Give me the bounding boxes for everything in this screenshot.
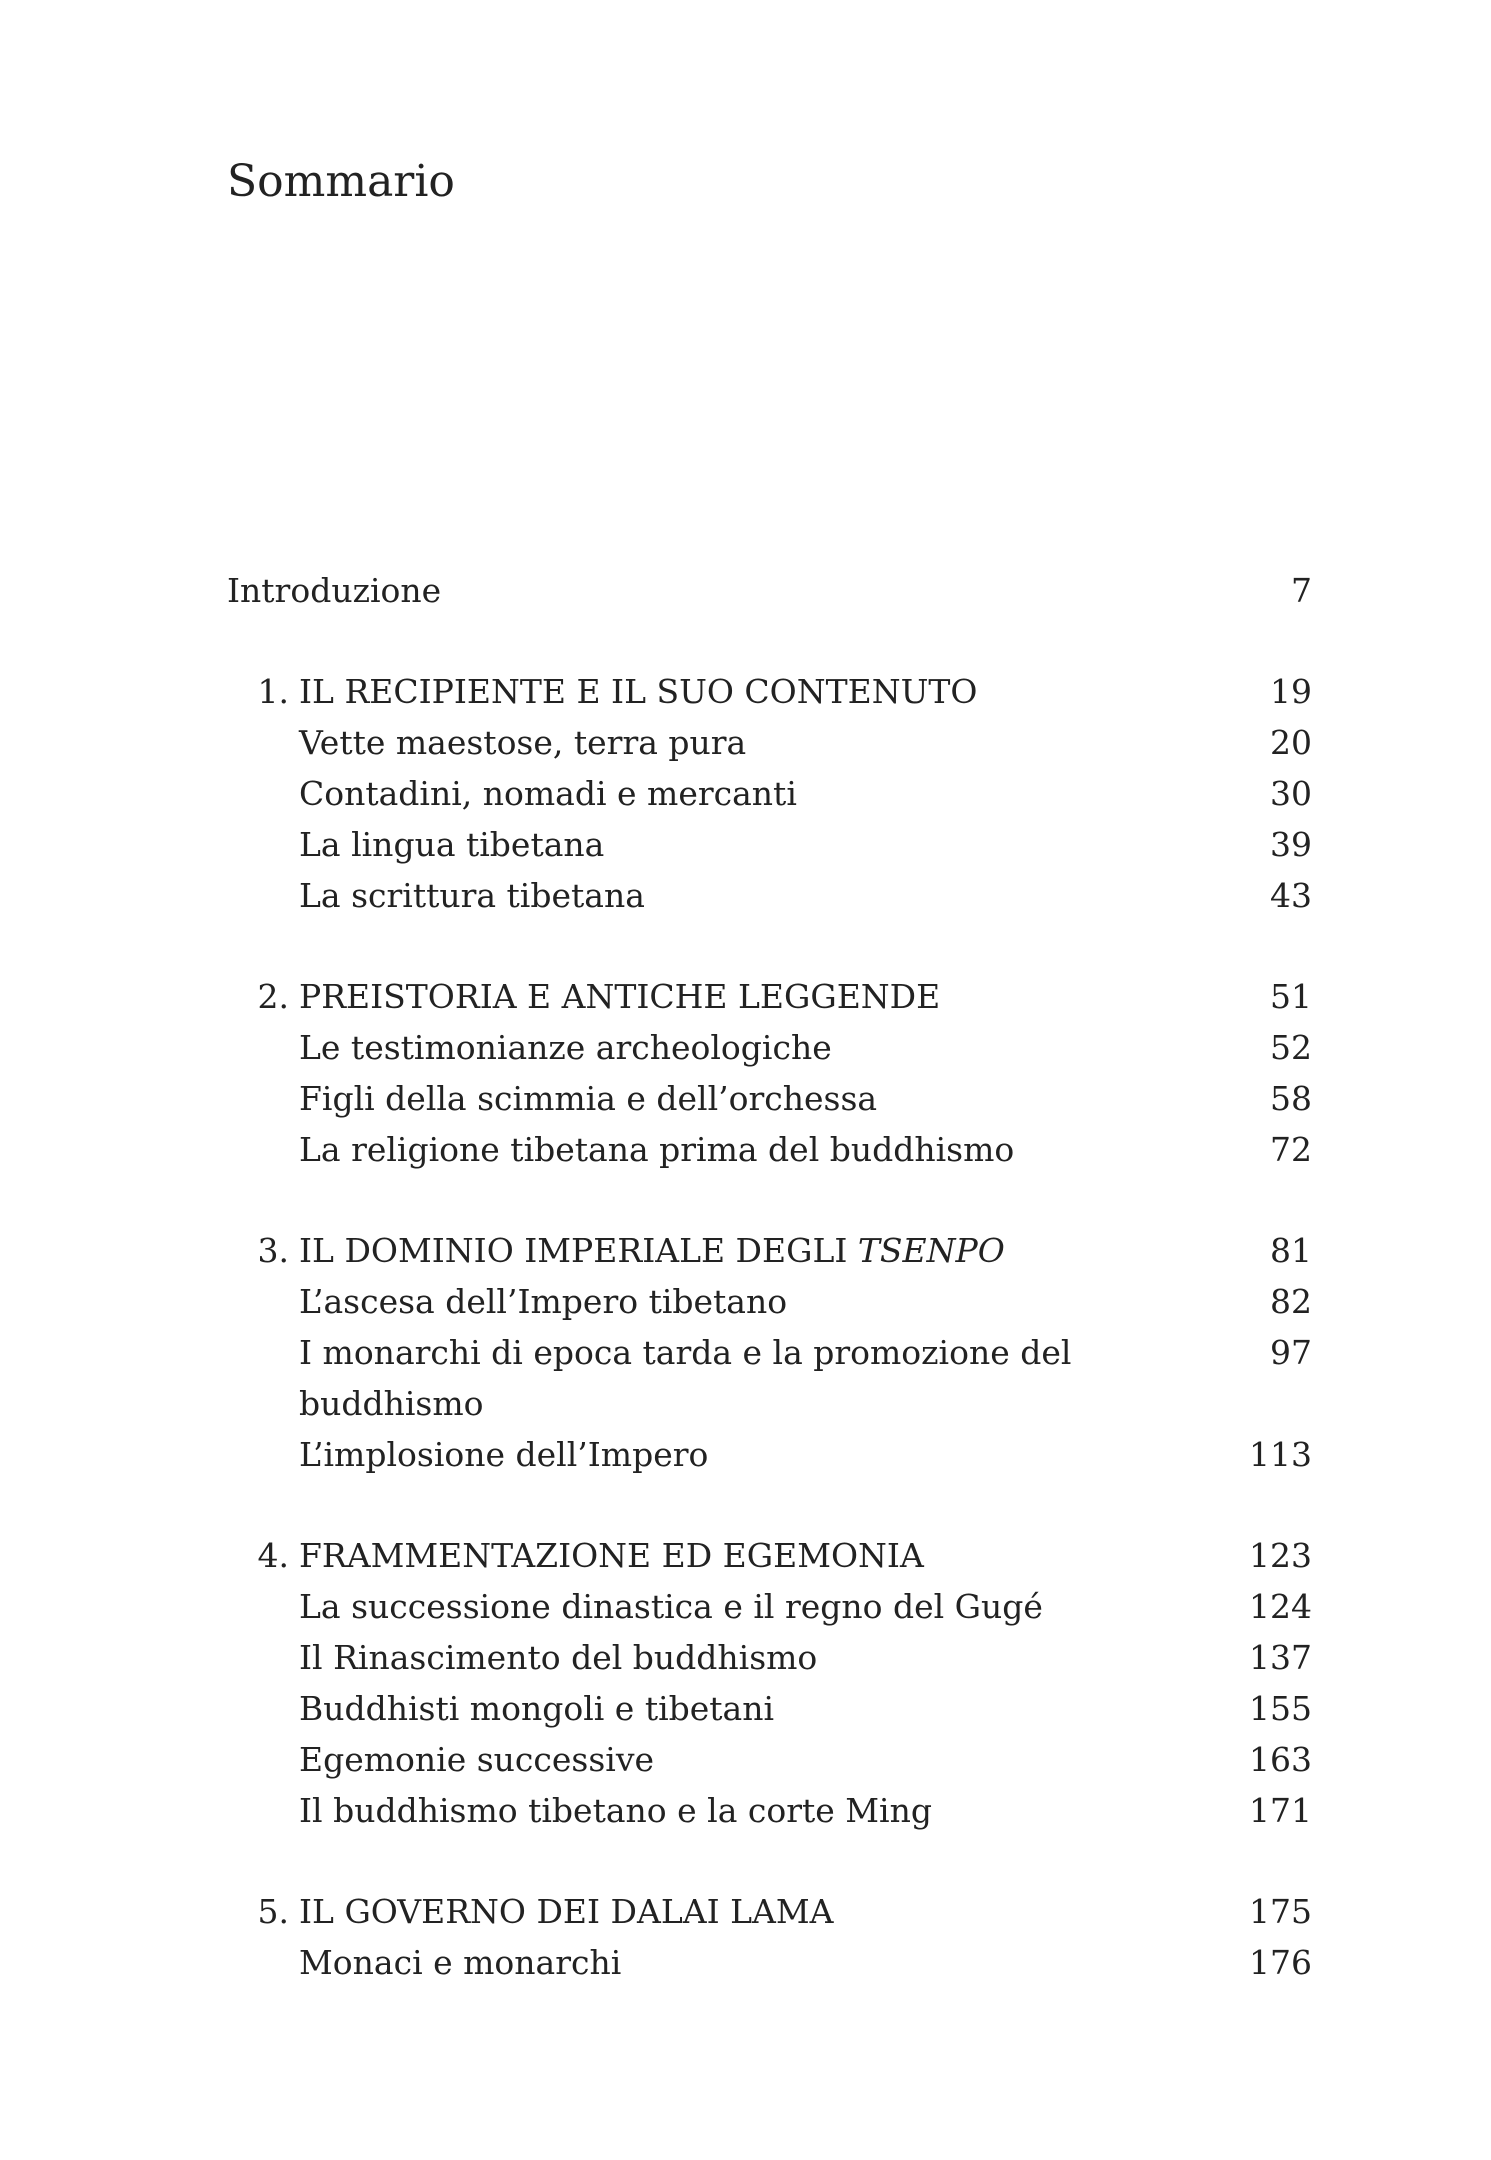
toc-page-number: 175 (1249, 1892, 1312, 1931)
section-title: Contadini, nomadi e mercanti (299, 774, 797, 813)
toc-page-number: 137 (1249, 1638, 1312, 1677)
chapter-number: 5. (257, 1892, 289, 1931)
section-entry (227, 768, 1312, 819)
chapter-title: FRAMMENTAZIONE ED EGEMONIA (299, 1536, 924, 1575)
section-title: I monarchi di epoca tarda e la promozione del buddhismo (299, 1333, 1072, 1423)
section-entry (227, 1327, 1312, 1429)
chapter-number: 3. (257, 1231, 289, 1270)
toc-page-number: 58 (1270, 1079, 1312, 1118)
section-entry (227, 1073, 1312, 1124)
toc-page-number: 19 (1270, 672, 1312, 711)
chapter-number: 1. (257, 672, 289, 711)
section-entry (227, 1937, 1312, 1988)
section-entry (227, 1022, 1312, 1073)
section-entry (227, 1734, 1312, 1785)
chapter-title-text: IL DOMINIO IMPERIALE DEGLI (299, 1231, 858, 1270)
toc-page-number: 82 (1270, 1282, 1312, 1321)
section-title: Il Rinascimento del buddhismo (299, 1638, 818, 1677)
section-title: Vette maestose, terra pura (299, 723, 747, 762)
chapter-title (299, 1225, 1252, 1276)
section-entry (227, 1124, 1312, 1175)
toc-entry-introduction (227, 565, 1312, 616)
section-title: Le testimonianze archeologiche (299, 1028, 832, 1067)
section-title: Monaci e monarchi (299, 1943, 622, 1982)
toc-page-number: 30 (1270, 774, 1312, 813)
toc-page-number: 113 (1249, 1435, 1312, 1474)
section-title: La scrittura tibetana (299, 876, 645, 915)
section-title: La lingua tibetana (299, 825, 605, 864)
section-title: L’implosione dell’Impero (299, 1435, 709, 1474)
toc-page-number: 52 (1270, 1028, 1312, 1067)
section-entry (227, 1429, 1312, 1480)
section-entry (227, 1683, 1312, 1734)
chapter-1 (227, 666, 1312, 921)
toc-page-number: 72 (1270, 1130, 1312, 1169)
chapter-number: 2. (257, 977, 289, 1016)
section-title: Figli della scimmia e dell’orchessa (299, 1079, 878, 1118)
toc-entry-title: Introduzione (227, 571, 442, 610)
toc-page-number: 43 (1270, 876, 1312, 915)
table-of-contents (227, 565, 1312, 1988)
toc-page-number: 81 (1270, 1231, 1312, 1270)
chapter-heading (227, 971, 1312, 1022)
toc-page-number: 171 (1249, 1791, 1312, 1830)
toc-page-number: 176 (1249, 1943, 1312, 1982)
toc-page-number: 124 (1249, 1587, 1312, 1626)
section-title: L’ascesa dell’Impero tibetano (299, 1282, 788, 1321)
section-entry (227, 870, 1312, 921)
page-title: Sommario (227, 156, 455, 207)
chapter-heading (227, 666, 1312, 717)
section-title: La successione dinastica e il regno del Gugé (299, 1587, 1043, 1626)
section-entry (227, 819, 1312, 870)
toc-page-number: 163 (1249, 1740, 1312, 1779)
section-entry (227, 1632, 1312, 1683)
chapter-heading (227, 1886, 1312, 1937)
chapter-2 (227, 971, 1312, 1175)
section-entry (227, 1276, 1312, 1327)
section-title: Buddhisti mongoli e tibetani (299, 1689, 775, 1728)
chapter-heading (227, 1225, 1312, 1276)
toc-page-number: 155 (1249, 1689, 1312, 1728)
chapter-title: IL RECIPIENTE E IL SUO CONTENUTO (299, 672, 978, 711)
section-entry (227, 1785, 1312, 1836)
chapter-title: PREISTORIA E ANTICHE LEGGENDE (299, 977, 941, 1016)
chapter-number: 4. (257, 1536, 289, 1575)
toc-page-number: 7 (1291, 571, 1312, 610)
section-title: Egemonie successive (299, 1740, 655, 1779)
chapter-3 (227, 1225, 1312, 1480)
toc-page-number: 97 (1270, 1333, 1312, 1372)
chapter-title: IL GOVERNO DEI DALAI LAMA (299, 1892, 834, 1931)
section-title: La religione tibetana prima del buddhismo (299, 1130, 1015, 1169)
toc-page-number: 20 (1270, 723, 1312, 762)
toc-page-number: 51 (1270, 977, 1312, 1016)
section-title: Il buddhismo tibetano e la corte Ming (299, 1791, 932, 1830)
chapter-title-italic: TSENPO (857, 1231, 1005, 1270)
chapter-4 (227, 1530, 1312, 1836)
toc-page-number: 123 (1249, 1536, 1312, 1575)
section-entry (227, 717, 1312, 768)
toc-page-number: 39 (1270, 825, 1312, 864)
chapter-heading (227, 1530, 1312, 1581)
chapter-5 (227, 1886, 1312, 1988)
section-entry (227, 1581, 1312, 1632)
